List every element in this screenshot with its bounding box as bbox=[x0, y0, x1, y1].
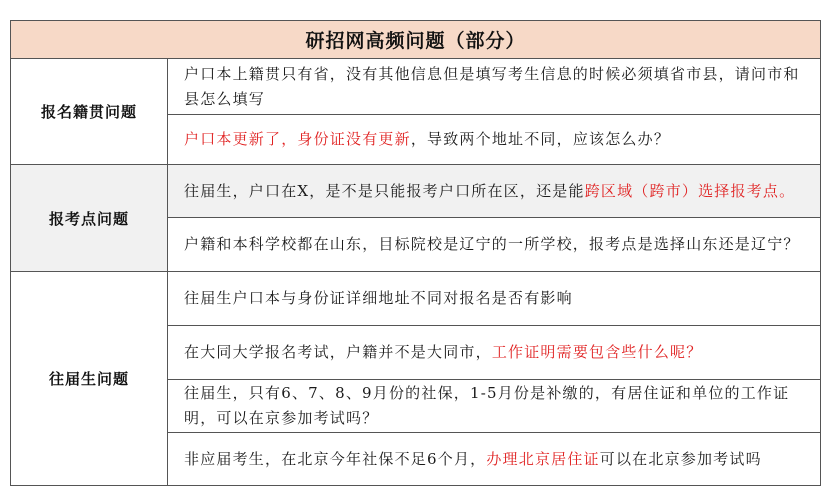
question-highlight: 办理北京居住证 bbox=[486, 449, 600, 468]
question-part: 往届生，户口在X，是不是只能报考户口所在区，还是能 bbox=[184, 181, 585, 200]
question-row bbox=[168, 380, 820, 433]
question-part: 往届生，只有6、7、8、9月份的社保，1-5月份是补缴的，有居住证和单位的工作证明，可以在京参加考试吗？ bbox=[184, 384, 790, 427]
question-row bbox=[168, 433, 820, 485]
question-highlight: 户口本更新了，身份证没有更新 bbox=[184, 130, 411, 148]
question-part: 往届生户口本与身份证详细地址不同对报名是否有影响 bbox=[184, 289, 573, 307]
question-part: 户口本上籍贯只有省，没有其他信息但是填写考生信息的时候必须填省市县，请问市和县怎么填写 bbox=[184, 64, 800, 108]
question-row bbox=[168, 272, 820, 326]
question-row bbox=[168, 326, 820, 380]
question-highlight: 工作证明需要包含些什么呢？ bbox=[491, 343, 703, 361]
question-text bbox=[184, 179, 795, 204]
question-row bbox=[168, 165, 820, 218]
question-text bbox=[184, 62, 808, 112]
question-row bbox=[168, 59, 820, 115]
question-text bbox=[184, 340, 702, 365]
category-previous-graduates: 往届生问题 bbox=[11, 272, 168, 485]
question-text bbox=[184, 381, 808, 431]
question-row bbox=[168, 115, 820, 165]
faq-table bbox=[10, 20, 821, 486]
question-part: 户籍和本科学校都在山东，目标院校是辽宁的一所学校，报考点是选择山东还是辽宁？ bbox=[184, 235, 800, 253]
category-registration-origin: 报名籍贯问题 bbox=[11, 59, 168, 165]
question-text bbox=[184, 286, 573, 311]
question-part: 非应届考生，在北京今年社保不足6个月， bbox=[184, 449, 487, 468]
question-part: 可以在北京参加考试吗 bbox=[599, 449, 762, 468]
question-text bbox=[184, 232, 800, 257]
category-exam-site: 报考点问题 bbox=[11, 165, 168, 272]
question-part: 在大同大学报名考试，户籍并不是大同市， bbox=[184, 343, 492, 361]
question-text bbox=[184, 127, 670, 152]
question-text bbox=[184, 447, 762, 472]
question-row bbox=[168, 218, 820, 272]
question-highlight: 跨区域（跨市）选择报考点。 bbox=[584, 181, 796, 200]
question-part: ，导致两个地址不同，应该怎么办？ bbox=[410, 130, 671, 148]
table-title: 研招网高频问题（部分） bbox=[11, 21, 820, 59]
